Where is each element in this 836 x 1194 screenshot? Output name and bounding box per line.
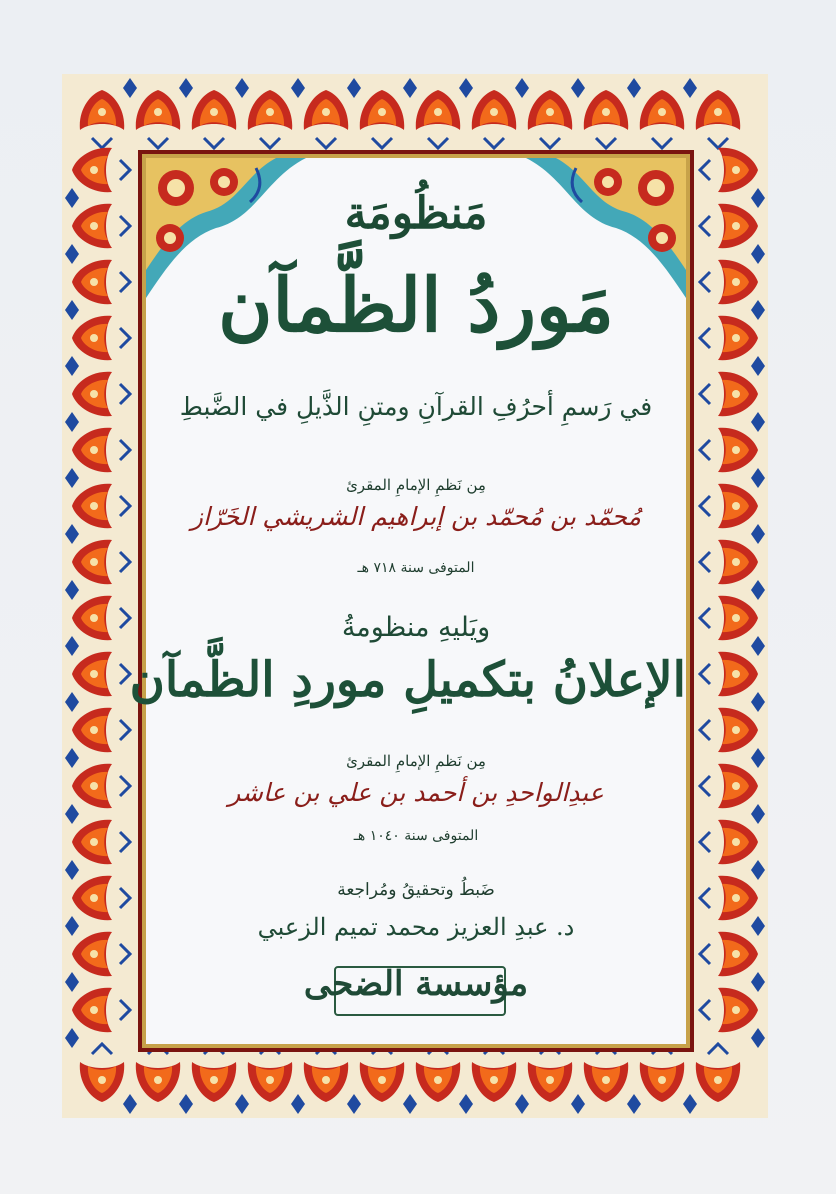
editor-name: د. عبدِ العزيز محمد تميم الزعبي bbox=[257, 913, 575, 941]
author2-death-date: المتوفى سنة ١٠٤٠ هـ bbox=[353, 828, 479, 844]
followed-by-label: ويَليهِ منظومةُ bbox=[341, 612, 491, 643]
author1-name: مُحمّد بن مُحمّد بن إبراهيم الشريشي الخَرّاز bbox=[190, 502, 642, 531]
publisher-name: مؤسسة الضحى bbox=[303, 964, 529, 1004]
second-title: الإعلانُ بتكميلِ موردِ الظَّمآن bbox=[129, 652, 686, 708]
author2-name: عبدِالواحدِ بن أحمد بن علي بن عاشر bbox=[228, 778, 604, 807]
main-title: مَوردُ الظَّمآن bbox=[218, 263, 614, 349]
subtitle: في رَسمِ أحرُفِ القرآنِ ومتنِ الذَّيلِ في الضَّبطِ bbox=[179, 392, 653, 421]
editor-intro: ضَبطُ وتحقيقُ ومُراجعة bbox=[337, 880, 495, 900]
author1-intro: مِن نَظمِ الإمامِ المقرئ bbox=[346, 476, 486, 494]
author1-death-date: المتوفى سنة ٧١٨ هـ bbox=[357, 560, 475, 576]
author2-intro: مِن نَظمِ الإمامِ المقرئ bbox=[346, 752, 486, 770]
title-line-1: مَنظُومَة bbox=[344, 188, 488, 239]
